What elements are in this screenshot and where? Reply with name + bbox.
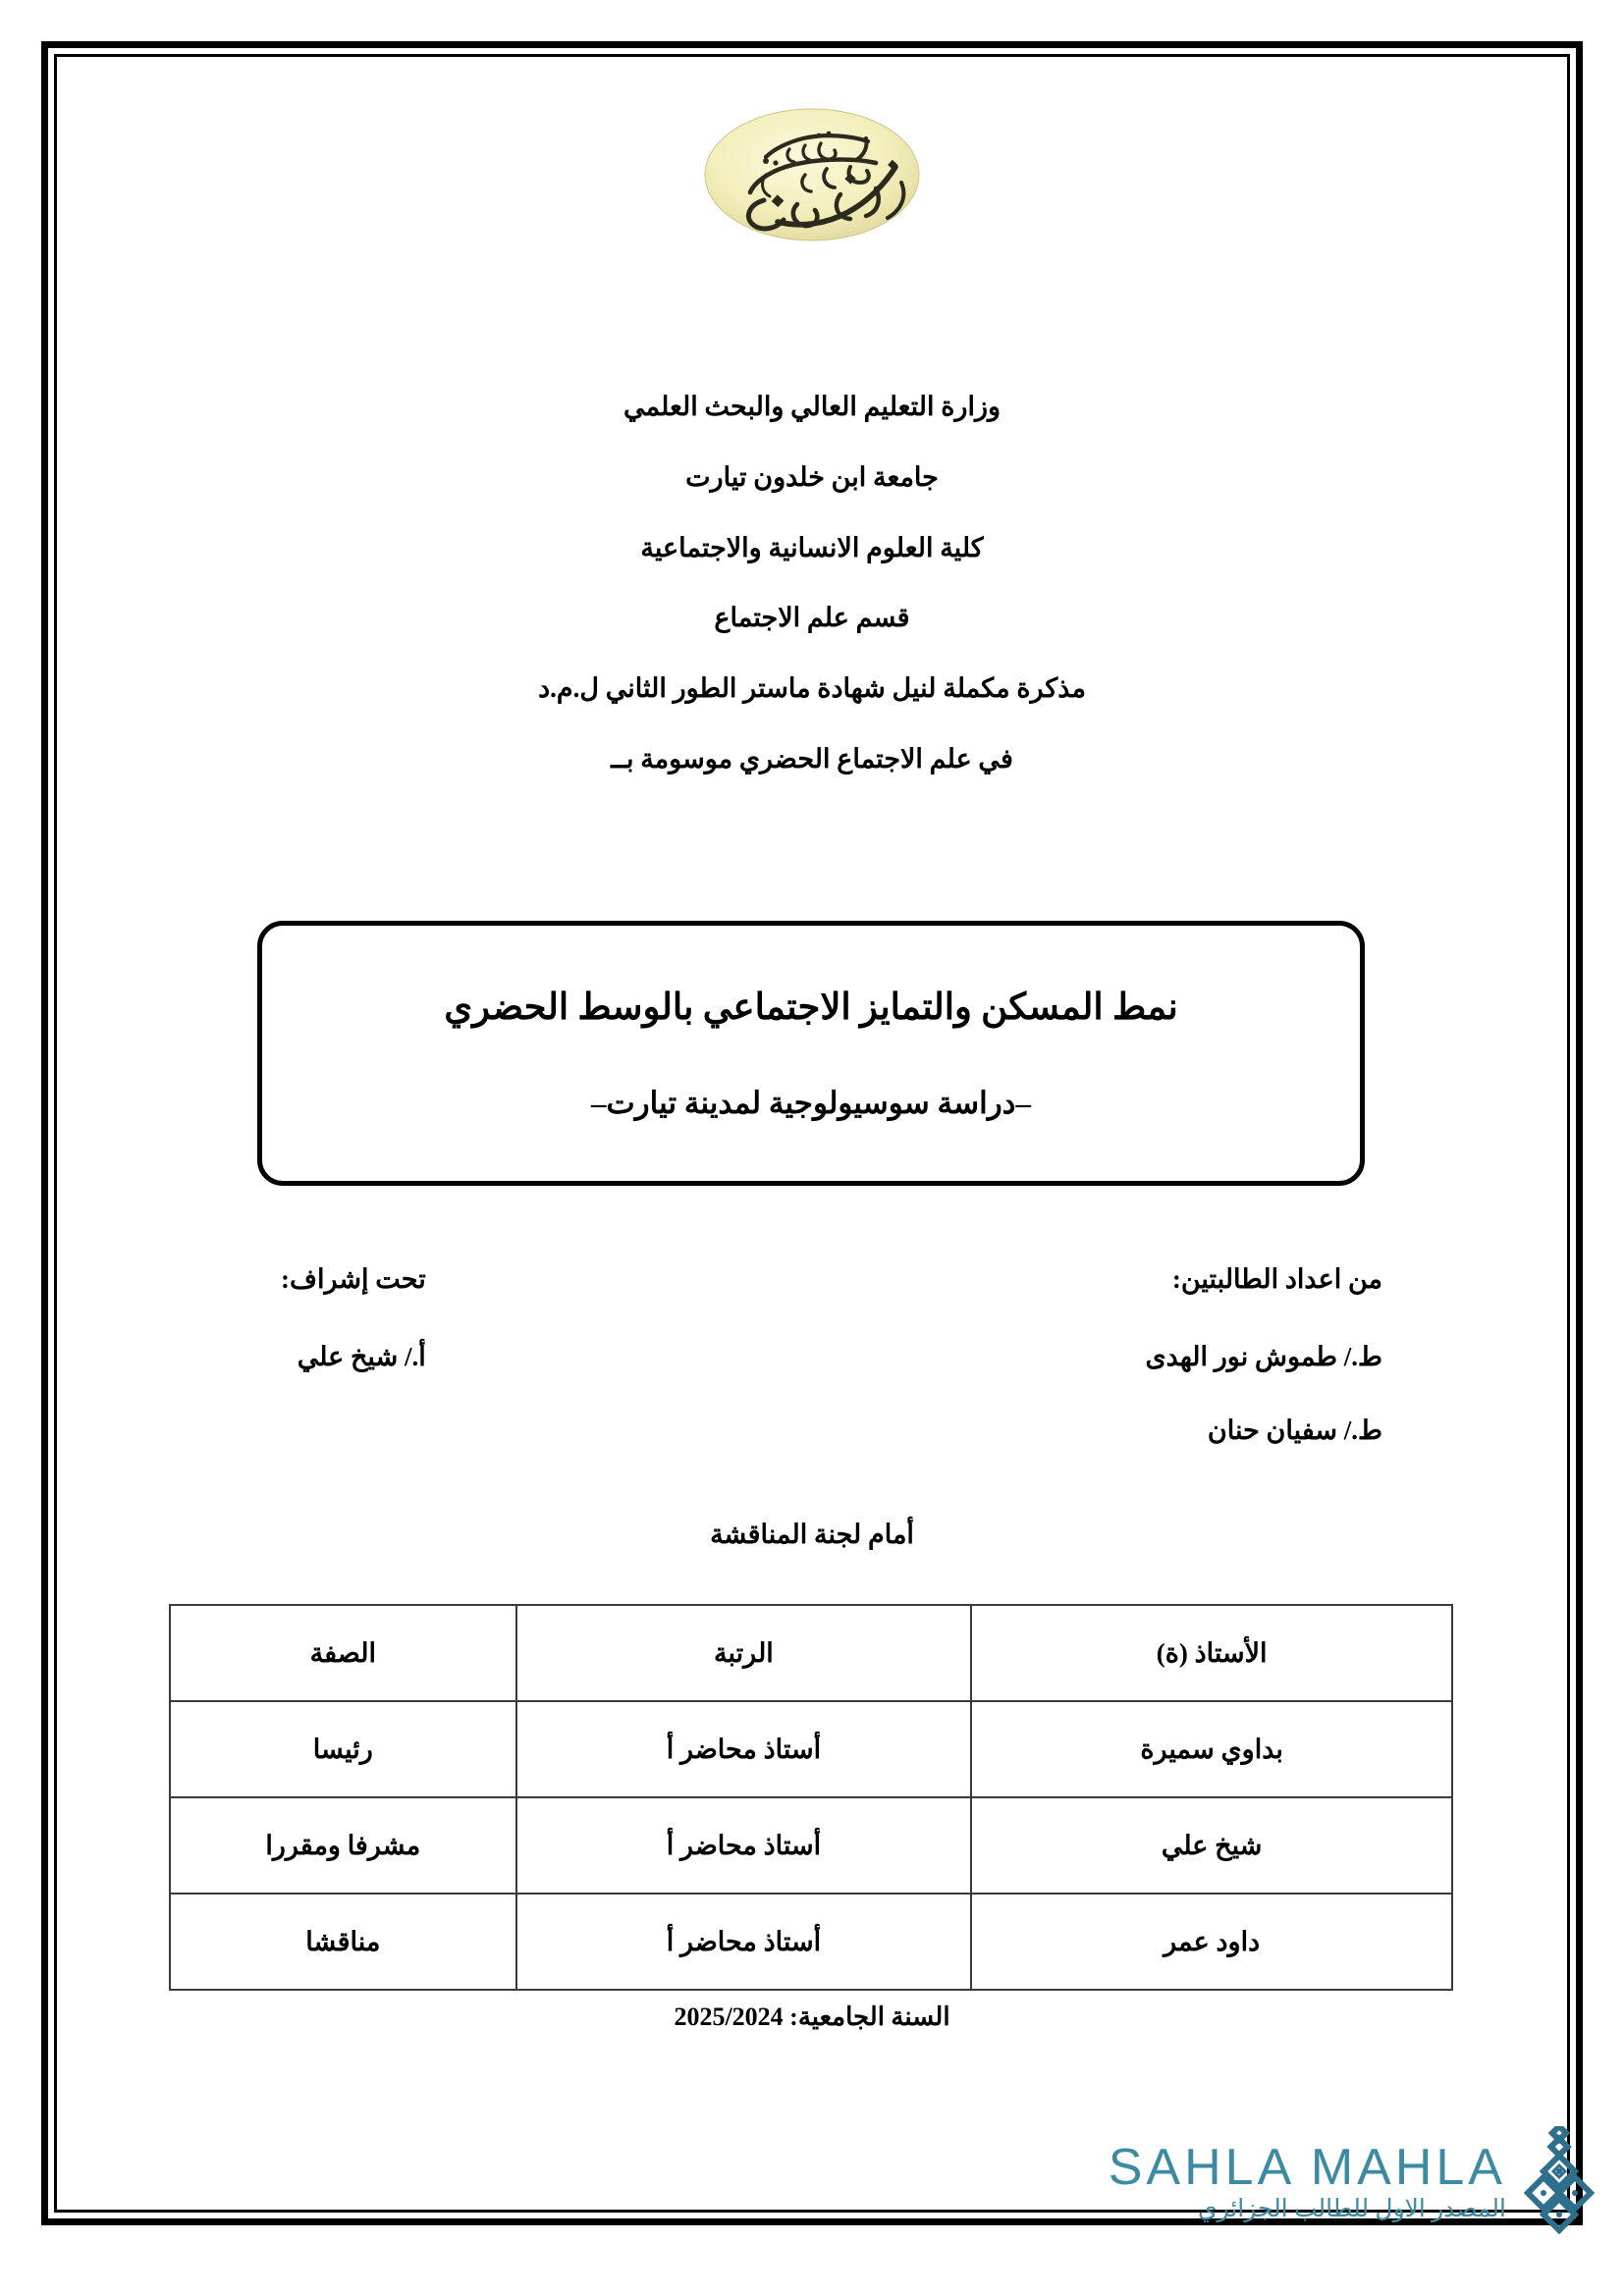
table-row xyxy=(170,1701,1452,1797)
table-header-rank: الرتبة xyxy=(516,1605,972,1701)
thesis-title-box xyxy=(257,921,1365,1186)
jury-member-rank: أستاذ محاضر أ xyxy=(516,1701,972,1797)
supervisor-heading: تحت إشراف: xyxy=(281,1264,426,1294)
header-line-faculty: كلية العلوم الانسانية والاجتماعية xyxy=(640,532,984,562)
jury-member-name: بداوي سميرة xyxy=(971,1701,1452,1797)
header-lines xyxy=(0,391,1624,814)
watermark xyxy=(1109,2126,1604,2236)
watermark-brand: SAHLA MAHLA xyxy=(1108,2138,1506,2196)
watermark-text xyxy=(1108,2138,1506,2222)
credits-section xyxy=(271,1264,1390,1446)
header-line-degree: مذكرة مكملة لنيل شهادة ماستر الطور الثاني ل.م.د xyxy=(538,673,1086,703)
jury-table-container xyxy=(169,1604,1453,1991)
jury-member-role: مناقشا xyxy=(170,1894,516,1990)
table-row xyxy=(170,1894,1452,1990)
header-line-university: جامعة ابن خلدون تيارت xyxy=(685,461,939,492)
student-name-2: ط./ سفيان حنان xyxy=(1207,1415,1382,1445)
jury-member-rank: أستاذ محاضر أ xyxy=(516,1797,972,1894)
jury-member-name: شيخ علي xyxy=(971,1797,1452,1894)
jury-section-label: أمام لجنة المناقشة xyxy=(710,1520,914,1549)
university-logo-container xyxy=(0,106,1624,243)
table-row xyxy=(170,1797,1452,1894)
header-line-department: قسم علم الاجتماع xyxy=(714,603,910,633)
jury-member-role: رئيسا xyxy=(170,1701,516,1797)
jury-member-rank: أستاذ محاضر أ xyxy=(516,1894,972,1990)
header-line-ministry: وزارة التعليم العالي والبحث العلمي xyxy=(623,392,1001,421)
supervisor-block xyxy=(271,1264,426,1372)
student-name-1: ط./ طموش نور الهدى xyxy=(1145,1342,1382,1371)
thesis-subtitle: –دراسة سوسيولوجية لمدينة تيارت– xyxy=(591,1086,1031,1120)
amazigh-diamond-ornament-icon xyxy=(1514,2126,1604,2236)
jury-member-role: مشرفا ومقررا xyxy=(170,1797,516,1894)
supervisor-name-1: أ./ شيخ علي xyxy=(297,1342,426,1371)
academic-year: السنة الجامعية: 2025/2024 xyxy=(674,2002,950,2031)
table-header-professor: الأستاذ (ة) xyxy=(971,1605,1452,1701)
jury-table xyxy=(169,1604,1453,1991)
table-header-role: الصفة xyxy=(170,1605,516,1701)
university-seal-icon xyxy=(703,106,921,243)
header-line-specialty: في علم الاجتماع الحضري موسومة بــ xyxy=(611,743,1013,774)
students-block xyxy=(1146,1264,1390,1446)
thesis-title: نمط المسكن والتمايز الاجتماعي بالوسط الحضري xyxy=(444,988,1178,1028)
students-heading: من اعداد الطالبتين: xyxy=(1171,1264,1382,1294)
jury-member-name: داود عمر xyxy=(971,1894,1452,1990)
table-header-row xyxy=(170,1605,1452,1701)
watermark-tagline: المصدر الاول للطالب الجزائري xyxy=(1197,2195,1506,2222)
